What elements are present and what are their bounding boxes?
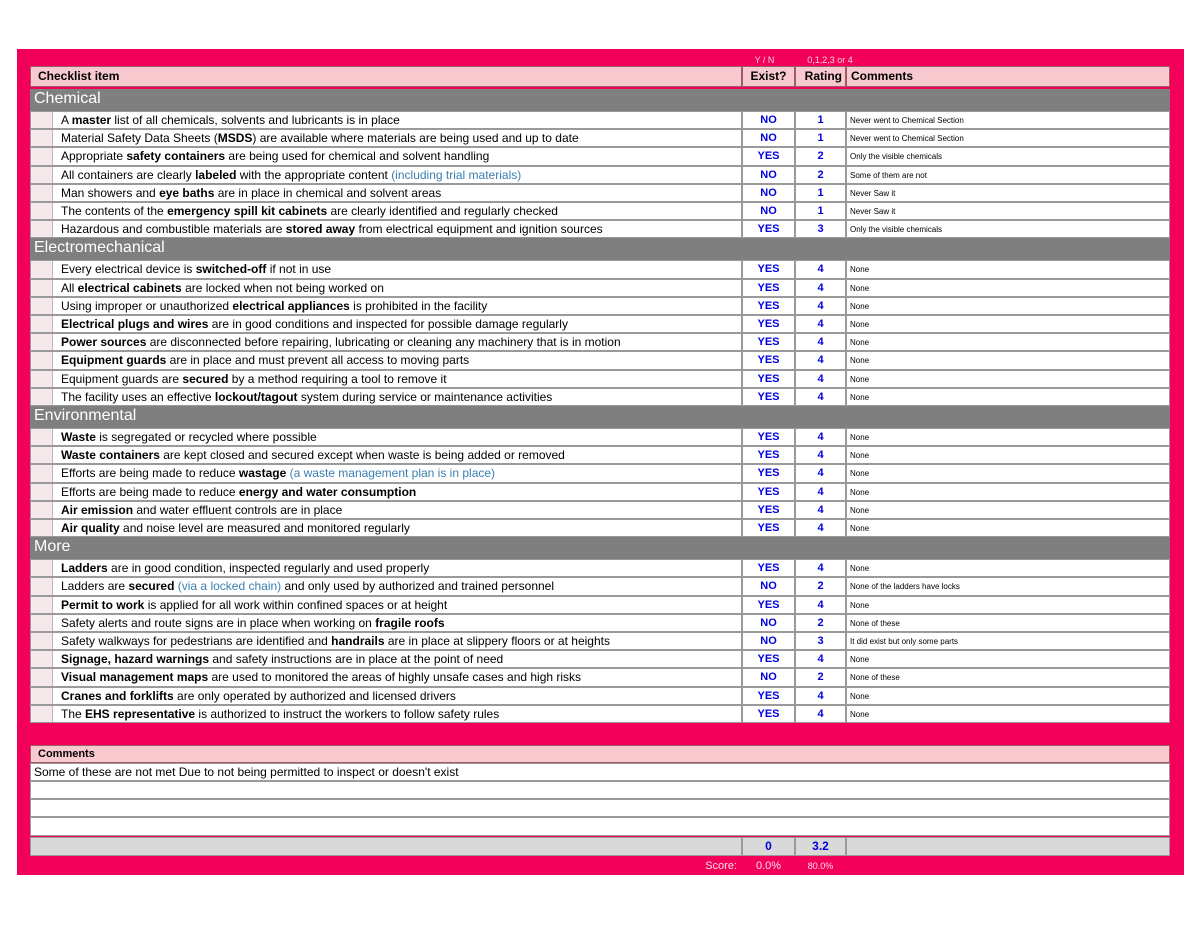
checklist-item-text — [61, 148, 489, 165]
item-text-segment: are clearly identified and regularly checked — [327, 204, 558, 218]
item-text-segment: are being used for chemical and solvent handling — [225, 149, 490, 163]
row-margin-cell — [31, 447, 53, 463]
item-text-segment: and safety instructions are in place at the point of need — [209, 652, 504, 666]
exist-cell[interactable]: YES — [742, 147, 795, 166]
exist-cell[interactable]: YES — [742, 501, 795, 519]
checklist-item — [30, 333, 742, 351]
exist-cell[interactable]: YES — [742, 260, 795, 279]
rating-cell[interactable]: 4 — [795, 483, 846, 501]
comment-cell[interactable]: None — [846, 650, 1170, 668]
comment-cell[interactable]: None — [846, 464, 1170, 483]
item-text-segment: Man showers and — [61, 186, 160, 200]
comment-cell[interactable]: Never went to Chemical Section — [846, 111, 1170, 129]
checklist-item-text — [61, 167, 521, 184]
item-text-segment: A — [61, 113, 72, 127]
row-margin-cell — [31, 261, 53, 278]
rating-cell[interactable]: 4 — [795, 519, 846, 537]
comment-cell[interactable]: None of these — [846, 614, 1170, 632]
comments-text[interactable]: Some of these are not met Due to not being permitted to inspect or doesn't exist — [30, 763, 1170, 781]
checklist-item-text — [61, 352, 469, 369]
row-margin-cell — [31, 389, 53, 405]
item-text-segment: are in good conditions and inspected for possible damage regularly — [208, 317, 568, 331]
checklist-item — [30, 202, 742, 220]
row-margin-cell — [31, 167, 53, 183]
comment-cell[interactable]: None — [846, 596, 1170, 614]
checklist-item — [30, 129, 742, 147]
item-text-segment: All containers are clearly — [61, 168, 196, 182]
row-margin-cell — [31, 185, 53, 201]
comment-cell[interactable]: None — [846, 388, 1170, 406]
comment-cell[interactable]: Never went to Chemical Section — [846, 129, 1170, 147]
checklist-item-text — [61, 429, 317, 446]
item-text-segment: Efforts are being made to reduce — [61, 466, 239, 480]
checklist-item-text — [61, 261, 331, 278]
rating-cell[interactable]: 4 — [795, 260, 846, 279]
comment-cell[interactable]: None of the ladders have locks — [846, 577, 1170, 596]
totals-comments-cell — [846, 837, 1170, 856]
item-text-segment: are in place at slippery floors or at heights — [384, 634, 610, 648]
rating-cell[interactable]: 4 — [795, 501, 846, 519]
item-text-segment: Appropriate — [61, 149, 127, 163]
item-text-segment: are disconnected before repairing, lubricating or cleaning any machinery that is in motion — [146, 335, 621, 349]
section-header: More — [30, 537, 1170, 559]
comment-cell[interactable]: None — [846, 315, 1170, 333]
emphasis-text: secured — [128, 579, 175, 593]
rating-cell[interactable]: 3 — [795, 632, 846, 650]
item-text-segment: are only operated by authorized and licensed drivers — [173, 689, 456, 703]
checklist-sheet — [17, 49, 1184, 875]
item-text-segment: with the appropriate content — [236, 168, 392, 182]
checklist-item — [30, 483, 742, 501]
comment-cell[interactable]: None — [846, 351, 1170, 370]
comment-cell[interactable]: Never Saw it — [846, 202, 1170, 220]
checklist-item — [30, 315, 742, 333]
emphasis-text: Air emission — [61, 503, 134, 517]
rating-cell[interactable]: 2 — [795, 166, 846, 184]
emphasis-text: Equipment guards — [61, 353, 167, 367]
rating-cell[interactable]: 4 — [795, 428, 846, 446]
comment-cell[interactable]: It did exist but only some parts — [846, 632, 1170, 650]
row-margin-cell — [31, 371, 53, 387]
emphasis-text: electrical cabinets — [77, 281, 182, 295]
checklist-item-text — [61, 484, 416, 501]
emphasis-text: Waste — [61, 430, 96, 444]
rating-cell[interactable]: 2 — [795, 147, 846, 166]
item-text-segment: All — [61, 281, 78, 295]
item-text-segment: and noise level are measured and monitored regularly — [119, 521, 410, 535]
emphasis-text: Power sources — [61, 335, 147, 349]
rating-cell[interactable]: 4 — [795, 687, 846, 705]
exist-cell[interactable]: NO — [742, 166, 795, 184]
item-text-segment: are in place and must prevent all access to moving parts — [166, 353, 470, 367]
comment-cell[interactable]: None — [846, 279, 1170, 297]
emphasis-text: Electrical plugs and wires — [61, 317, 209, 331]
rating-cell[interactable]: 4 — [795, 705, 846, 723]
checklist-item — [30, 687, 742, 705]
rating-cell[interactable]: 4 — [795, 297, 846, 315]
item-text-segment: Hazardous and combustible materials are — [61, 222, 286, 236]
emphasis-text: eye baths — [159, 186, 215, 200]
rating-cell[interactable]: 4 — [795, 596, 846, 614]
checklist-item-text — [61, 669, 581, 686]
checklist-item-text — [61, 502, 342, 519]
item-text-segment: are kept closed and secured except when waste is being added or removed — [159, 448, 565, 462]
row-margin-cell — [31, 633, 53, 649]
rating-cell[interactable]: 4 — [795, 650, 846, 668]
item-text-segment: if not in use — [266, 262, 332, 276]
item-text-segment: are in good condition, inspected regularly and used properly — [107, 561, 430, 575]
exist-cell[interactable]: NO — [742, 202, 795, 220]
item-text-segment: list of all chemicals, solvents and lubricants is in place — [111, 113, 400, 127]
item-text-segment: Using improper or unauthorized — [61, 299, 233, 313]
checklist-item-text — [61, 578, 554, 595]
checklist-item — [30, 428, 742, 446]
exist-hint: Y / N — [754, 55, 775, 65]
score-exist: 0.0% — [755, 860, 782, 872]
item-text-segment: The — [61, 707, 86, 721]
checklist-item-text — [61, 688, 456, 705]
exist-cell[interactable]: YES — [742, 519, 795, 537]
checklist-item-text — [61, 221, 603, 238]
column-header-comments: Comments — [846, 66, 1170, 87]
row-margin-cell — [31, 597, 53, 613]
rating-cell[interactable]: 2 — [795, 668, 846, 687]
item-text-segment: is segregated or recycled where possible — [95, 430, 317, 444]
emphasis-text: stored away — [285, 222, 356, 236]
checklist-item — [30, 279, 742, 297]
emphasis-text: Signage, hazard warnings — [61, 652, 210, 666]
item-text-segment: Every electrical device is — [61, 262, 196, 276]
comment-cell[interactable]: Never Saw it — [846, 184, 1170, 202]
checklist-item — [30, 184, 742, 202]
comment-cell[interactable]: None — [846, 370, 1170, 388]
item-text-segment: and only used by authorized and trained personnel — [281, 579, 555, 593]
comment-cell[interactable]: None of these — [846, 668, 1170, 687]
comments-line[interactable] — [30, 781, 1170, 799]
exist-cell[interactable]: YES — [742, 279, 795, 297]
row-margin-cell — [31, 578, 53, 595]
comment-cell[interactable]: None — [846, 705, 1170, 723]
row-margin-cell — [31, 334, 53, 350]
row-margin-cell — [31, 352, 53, 369]
checklist-item — [30, 519, 742, 537]
checklist-item-text — [61, 520, 410, 537]
exist-cell[interactable]: YES — [742, 559, 795, 577]
exist-cell[interactable]: YES — [742, 351, 795, 370]
exist-cell[interactable]: YES — [742, 464, 795, 483]
emphasis-text: Visual management maps — [61, 670, 209, 684]
exist-cell[interactable]: YES — [742, 388, 795, 406]
exist-cell[interactable]: NO — [742, 632, 795, 650]
comment-cell[interactable]: Only the visible chemicals — [846, 147, 1170, 166]
comment-cell[interactable]: None — [846, 446, 1170, 464]
item-text-segment: The facility uses an effective — [61, 390, 215, 404]
emphasis-text: wastage — [238, 466, 287, 480]
rating-cell[interactable]: 2 — [795, 614, 846, 632]
emphasis-text: MSDS — [217, 131, 253, 145]
checklist-item-text — [61, 560, 429, 577]
rating-cell[interactable]: 3 — [795, 220, 846, 238]
checklist-item-text — [61, 465, 495, 482]
checklist-item — [30, 260, 742, 279]
rating-cell[interactable]: 4 — [795, 559, 846, 577]
checklist-item — [30, 577, 742, 596]
section-header: Environmental — [30, 406, 1170, 428]
score-rating: 80.0% — [807, 861, 834, 871]
exist-cell[interactable]: NO — [742, 184, 795, 202]
row-margin-cell — [31, 316, 53, 332]
emphasis-text: master — [71, 113, 112, 127]
row-margin-cell — [31, 112, 53, 128]
item-text-segment: ) are available where materials are being used and up to date — [252, 131, 579, 145]
exist-cell[interactable]: YES — [742, 446, 795, 464]
exist-cell[interactable]: YES — [742, 297, 795, 315]
row-margin-cell — [31, 298, 53, 314]
emphasis-text: EHS representative — [85, 707, 196, 721]
emphasis-text: switched-off — [195, 262, 267, 276]
item-text-segment: are in place in chemical and solvent areas — [214, 186, 442, 200]
item-text-segment: are used to monitored the areas of highly unsafe cases and high risks — [208, 670, 582, 684]
item-text-segment: (via a locked chain) — [177, 579, 282, 593]
exist-cell[interactable]: YES — [742, 333, 795, 351]
exist-cell[interactable]: YES — [742, 705, 795, 723]
comment-cell[interactable]: None — [846, 260, 1170, 279]
checklist-item-text — [61, 389, 552, 406]
checklist-item-text — [61, 651, 503, 668]
exist-cell[interactable]: YES — [742, 483, 795, 501]
rating-cell[interactable]: 4 — [795, 370, 846, 388]
column-header-exist: Exist? — [742, 66, 795, 87]
emphasis-text: energy and water consumption — [238, 485, 417, 499]
rating-cell[interactable]: 2 — [795, 577, 846, 596]
checklist-item-text — [61, 633, 610, 650]
comment-cell[interactable]: None — [846, 333, 1170, 351]
row-margin-cell — [31, 221, 53, 237]
checklist-item — [30, 297, 742, 315]
row-margin-cell — [31, 148, 53, 165]
checklist-item — [30, 388, 742, 406]
checklist-item — [30, 166, 742, 184]
checklist-item — [30, 220, 742, 238]
emphasis-text: secured — [182, 372, 229, 386]
total-rating: 3.2 — [795, 837, 846, 856]
emphasis-text: lockout/tagout — [214, 390, 298, 404]
checklist-item-text — [61, 597, 447, 614]
emphasis-text: Permit to work — [61, 598, 145, 612]
exist-cell[interactable]: YES — [742, 315, 795, 333]
checklist-item-text — [61, 447, 565, 464]
checklist-item — [30, 559, 742, 577]
totals-label-cell — [30, 837, 742, 856]
comment-cell[interactable]: None — [846, 428, 1170, 446]
emphasis-text: Air quality — [61, 521, 120, 535]
row-margin-cell — [31, 429, 53, 445]
comment-cell[interactable]: None — [846, 297, 1170, 315]
row-margin-cell — [31, 669, 53, 686]
emphasis-text: Cranes and forklifts — [61, 689, 174, 703]
row-margin-cell — [31, 130, 53, 146]
item-text-segment: Safety alerts and route signs are in place when working on — [61, 616, 376, 630]
rating-cell[interactable]: 1 — [795, 202, 846, 220]
emphasis-text: electrical appliances — [232, 299, 350, 313]
comment-cell[interactable]: None — [846, 519, 1170, 537]
rating-cell[interactable]: 4 — [795, 388, 846, 406]
rating-cell[interactable]: 4 — [795, 333, 846, 351]
exist-cell[interactable]: NO — [742, 129, 795, 147]
checklist-item — [30, 501, 742, 519]
comment-cell[interactable]: Some of them are not — [846, 166, 1170, 184]
comments-line[interactable] — [30, 817, 1170, 836]
item-text-segment: Efforts are being made to reduce — [61, 485, 239, 499]
exist-cell[interactable]: NO — [742, 577, 795, 596]
exist-cell[interactable]: YES — [742, 370, 795, 388]
row-margin-cell — [31, 280, 53, 296]
row-margin-cell — [31, 484, 53, 500]
section-header: Chemical — [30, 89, 1170, 111]
item-text-segment: (a waste management plan is in place) — [289, 466, 496, 480]
exist-cell[interactable]: YES — [742, 428, 795, 446]
item-text-segment: Equipment guards are — [61, 372, 183, 386]
item-text-segment: (including trial materials) — [391, 168, 522, 182]
checklist-item — [30, 650, 742, 668]
rating-cell[interactable]: 1 — [795, 111, 846, 129]
row-margin-cell — [31, 520, 53, 536]
emphasis-text: safety containers — [126, 149, 226, 163]
total-exist: 0 — [742, 837, 795, 856]
item-text-segment: The contents of the — [61, 204, 168, 218]
comment-cell[interactable]: None — [846, 687, 1170, 705]
checklist-item-text — [61, 298, 487, 315]
checklist-item-text — [61, 203, 558, 220]
row-margin-cell — [31, 560, 53, 576]
emphasis-text: fragile roofs — [375, 616, 445, 630]
checklist-item-text — [61, 334, 621, 351]
rating-cell[interactable]: 4 — [795, 279, 846, 297]
item-text-segment: is prohibited in the facility — [349, 299, 488, 313]
row-margin-cell — [31, 615, 53, 631]
checklist-item — [30, 370, 742, 388]
emphasis-text: labeled — [195, 168, 237, 182]
exist-cell[interactable]: NO — [742, 614, 795, 632]
checklist-item-text — [61, 615, 445, 632]
checklist-item — [30, 147, 742, 166]
row-margin-cell — [31, 502, 53, 518]
comments-line[interactable] — [30, 799, 1170, 817]
comment-cell[interactable]: Only the visible chemicals — [846, 220, 1170, 238]
item-text-segment: Material Safety Data Sheets ( — [61, 131, 218, 145]
exist-cell[interactable]: YES — [742, 220, 795, 238]
column-header-item: Checklist item — [30, 66, 742, 87]
emphasis-text: Ladders — [61, 561, 108, 575]
exist-cell[interactable]: YES — [742, 687, 795, 705]
rating-cell[interactable]: 1 — [795, 129, 846, 147]
rating-cell[interactable]: 4 — [795, 464, 846, 483]
checklist-item — [30, 111, 742, 129]
checklist-item-text — [61, 706, 499, 723]
comment-cell[interactable]: None — [846, 501, 1170, 519]
exist-cell[interactable]: YES — [742, 650, 795, 668]
emphasis-text: Waste containers — [61, 448, 160, 462]
rating-cell[interactable]: 4 — [795, 351, 846, 370]
checklist-item — [30, 446, 742, 464]
score-label: Score: — [705, 860, 737, 872]
checklist-item-text — [61, 316, 568, 333]
checklist-item-text — [61, 130, 579, 147]
exist-cell[interactable]: NO — [742, 668, 795, 687]
comments-title: Comments — [30, 745, 1170, 763]
comment-cell[interactable]: None — [846, 559, 1170, 577]
rating-cell[interactable]: 4 — [795, 446, 846, 464]
checklist-item — [30, 351, 742, 370]
item-text-segment: by a method requiring a tool to remove it — [228, 372, 447, 386]
checklist-item — [30, 632, 742, 650]
checklist-item-text — [61, 280, 384, 297]
row-margin-cell — [31, 688, 53, 704]
checklist-item-text — [61, 371, 447, 388]
item-text-segment: Safety walkways for pedestrians are identified and — [61, 634, 332, 648]
row-margin-cell — [31, 203, 53, 219]
item-text-segment: is applied for all work within confined spaces or at height — [144, 598, 448, 612]
checklist-item — [30, 596, 742, 614]
exist-cell[interactable]: NO — [742, 111, 795, 129]
rating-cell[interactable]: 4 — [795, 315, 846, 333]
rating-hint: 0,1,2,3 or 4 — [807, 55, 853, 65]
row-margin-cell — [31, 465, 53, 482]
section-header: Electromechanical — [30, 238, 1170, 260]
item-text-segment: Ladders are — [61, 579, 129, 593]
item-text-segment: and water effluent controls are in place — [133, 503, 343, 517]
column-header-rating: Rating — [795, 66, 846, 87]
checklist-item-text — [61, 185, 441, 202]
row-margin-cell — [31, 706, 53, 722]
checklist-item — [30, 668, 742, 687]
checklist-item — [30, 614, 742, 632]
row-margin-cell — [31, 651, 53, 667]
exist-cell[interactable]: YES — [742, 596, 795, 614]
emphasis-text: emergency spill kit cabinets — [167, 204, 328, 218]
checklist-item-text — [61, 112, 400, 129]
item-text-segment: are locked when not being worked on — [181, 281, 384, 295]
checklist-item — [30, 464, 742, 483]
item-text-segment: is authorized to instruct the workers to follow safety rules — [195, 707, 500, 721]
checklist-item — [30, 705, 742, 723]
item-text-segment: from electrical equipment and ignition sources — [355, 222, 603, 236]
rating-cell[interactable]: 1 — [795, 184, 846, 202]
emphasis-text: handrails — [331, 634, 385, 648]
item-text-segment: system during service or maintenance activities — [297, 390, 553, 404]
comment-cell[interactable]: None — [846, 483, 1170, 501]
